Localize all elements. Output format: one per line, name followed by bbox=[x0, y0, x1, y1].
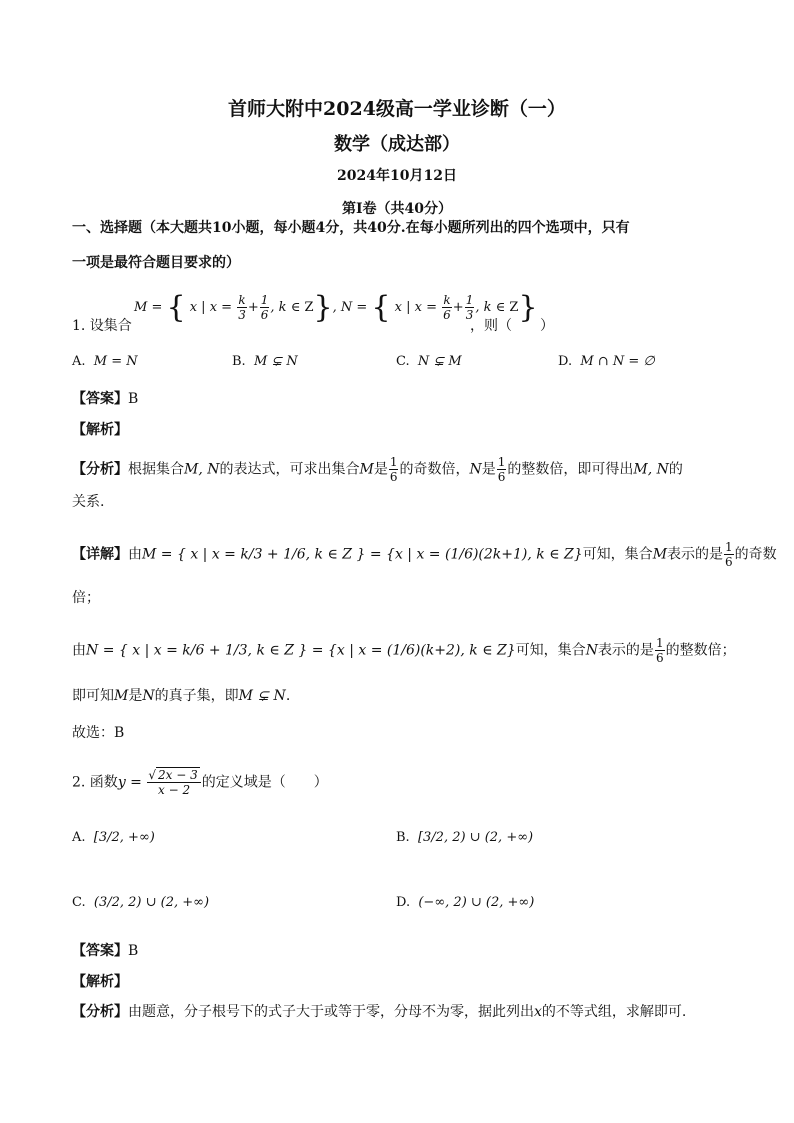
q1-fenxi-line2: 关系. bbox=[72, 494, 105, 510]
q1-xiangjie-1: 【详解】由M = { x | x = k/3 + 1/6, k ∈ Z } = {x | x = (1/6)(2k+1), k ∈ Z}可知，集合M表示的是 $\frac{1}{6}$ 的奇数 bbox=[72, 540, 777, 569]
q1-option-b: B. M ⊊ N bbox=[232, 354, 298, 369]
q1-set-n-name: N = bbox=[340, 300, 372, 315]
q1-fenxi: 【分析】根据集合M, N的表达式，可求出集合M是 $\frac{1}{6}$ 的奇数倍，N是 $\frac{1}{6}$ 的整数倍，即可得出M, N的 bbox=[72, 455, 683, 484]
exam-date: 2024年10月12日 bbox=[337, 168, 457, 184]
q1-analysis-tag: 【解析】 bbox=[72, 422, 128, 438]
q1-xiangjie-3: 即可知M是N的真子集，即M ⊊ N. bbox=[72, 688, 291, 704]
exam-title: 首师大附中2024级高一学业诊断（一） bbox=[228, 98, 566, 120]
q1-answer: 【答案】B bbox=[72, 391, 139, 407]
q1-set-m-name: M = bbox=[134, 300, 167, 315]
q2-analysis-tag: 【解析】 bbox=[72, 974, 128, 990]
q1-option-d: D. M ∩ N = ∅ bbox=[558, 354, 655, 369]
q2-option-a: A. [3/2, +∞) bbox=[72, 830, 155, 845]
section-heading-line1: 一、选择题（本大题共10小题，每小题4分，共40分.在每小题所列出的四个选项中，只有 bbox=[72, 220, 630, 236]
q2-fenxi: 【分析】由题意，分子根号下的式子大于或等于零，分母不为零，据此列出x的不等式组，求解即可. bbox=[72, 1004, 687, 1020]
q1-sets: M = { x | x = $\frac{k}{3}$ + $\frac{1}{6}$ , k ∈ Z}, N = { x | x = $\frac{k}{6}$ + $\frac{1}{3}$ , k ∈ Z} bbox=[134, 290, 538, 325]
q2-option-c: C. (3/2, 2) ∪ (2, +∞) bbox=[72, 895, 210, 910]
q1-xj1-expr: M = { x | x = k/3 + 1/6, k ∈ Z } bbox=[142, 546, 366, 563]
q1-suffix: ，则（ ） bbox=[470, 318, 554, 334]
q1-xiangjie-2: 由N = { x | x = k/6 + 1/3, k ∈ Z } = {x | x = (1/6)(k+2), k ∈ Z}可知，集合N表示的是 $\frac{1}{6}$ 的整数倍； bbox=[72, 636, 736, 665]
section-heading-line2: 一项是最符合题目要求的） bbox=[72, 255, 240, 271]
q1-xj2-expr: N = { x | x = k/6 + 1/3, k ∈ Z } bbox=[86, 642, 308, 659]
exam-part: 第I卷（共40分） bbox=[341, 201, 453, 217]
q2-option-d: D. (−∞, 2) ∪ (2, +∞) bbox=[396, 895, 535, 910]
exam-subtitle: 数学（成达部） bbox=[334, 134, 460, 155]
q1-xiangjie-1-line2: 倍； bbox=[72, 590, 100, 606]
q1-prefix: 1. 设集合 bbox=[72, 318, 132, 334]
q1-choose: 故选：B bbox=[72, 725, 125, 741]
q2-answer: 【答案】B bbox=[72, 943, 139, 959]
q1-option-a: A. M = N bbox=[72, 354, 138, 369]
q2-stem: 2. 函数y = $\frac{√ 2x - 3}{x - 2}$ 的定义域是（ ） bbox=[72, 768, 328, 797]
q2-option-b: B. [3/2, 2) ∪ (2, +∞) bbox=[396, 830, 534, 845]
q1-option-c: C. N ⊊ M bbox=[396, 354, 462, 369]
